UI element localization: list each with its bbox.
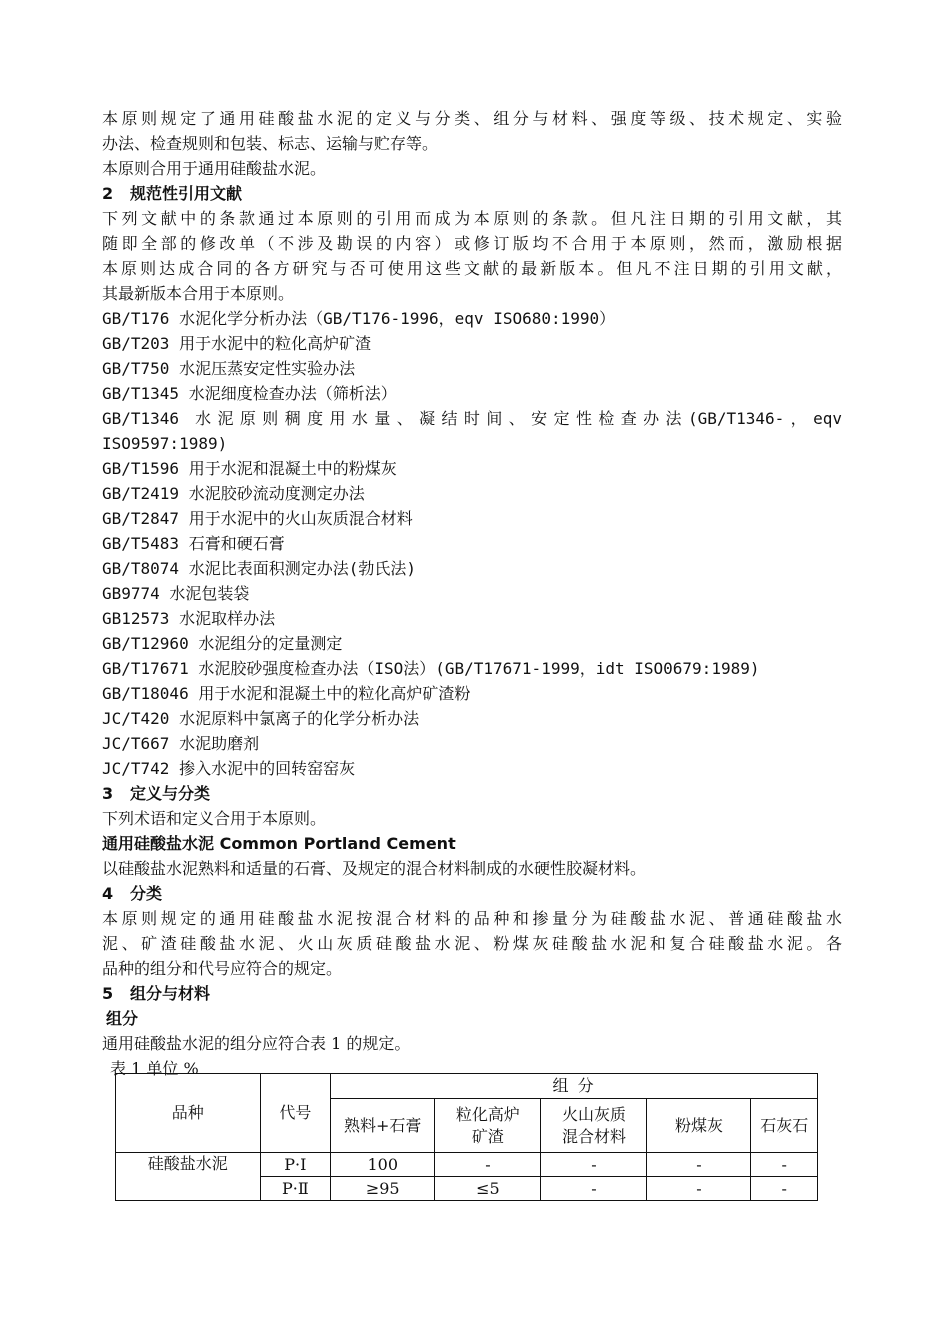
reference-item: GB/T12960 水泥组分的定量测定 [102,634,343,653]
table-cell: ≤5 [435,1177,541,1201]
table-cell: - [751,1177,818,1201]
reference-item: GB/T2419 水泥胶砂流动度测定办法 [102,484,365,503]
reference-item: GB/T2847 用于水泥中的火山灰质混合材料 [102,509,413,528]
header-limestone: 石灰石 [751,1099,818,1153]
paragraph-line: 下列术语和定义合用于本原则。 [102,809,327,828]
section-heading-3: 3 定义与分类 [102,784,211,803]
reference-item: GB/T1596 用于水泥和混凝土中的粉煤灰 [102,459,397,478]
intro-line: 本原则规定了通用硅酸盐水泥的定义与分类、组分与材料、强度等级、技术规定、实验 [102,109,842,128]
paragraph-line: 品种的组分和代号应符合的规定。 [102,959,343,978]
row-code: P·Ⅰ [260,1153,331,1177]
definition-line: 以硅酸盐水泥熟料和适量的石膏、及规定的混合材料制成的水硬性胶凝材料。 [102,859,647,878]
document-page [102,106,842,1081]
paragraph-line: 本原则达成合同的各方研究与否可使用这些文献的最新版本。但凡不注日期的引用文献， [102,259,842,278]
paragraph-line: 泥、矿渣硅酸盐水泥、火山灰质硅酸盐水泥、粉煤灰硅酸盐水泥和复合硅酸盐水泥。各 [102,934,842,953]
term-heading: 通用硅酸盐水泥 Common Portland Cement [102,834,456,853]
paragraph-line: 其最新版本合用于本原则。 [102,284,295,303]
header-code: 代号 [260,1074,331,1153]
table-cell: - [751,1153,818,1177]
section-heading-5: 5 组分与材料 [102,984,211,1003]
paragraph-line: 随即全部的修改单（不涉及勘误的内容）或修订版均不合用于本原则，然而，激励根据 [102,234,842,253]
composition-table [115,1073,818,1201]
table-cell: 100 [331,1153,435,1177]
reference-item: GB12573 水泥取样办法 [102,609,276,628]
table-caption: 表 1 单位 % [110,1059,199,1078]
reference-item: GB/T176 水泥化学分析办法（GB/T176-1996，eqv ISO680:1990） [102,309,616,328]
reference-item: GB/T8074 水泥比表面积测定办法(勃氏法) [102,559,416,578]
reference-item: JC/T420 水泥原料中氯离子的化学分析办法 [102,709,420,728]
reference-item: JC/T742 掺入水泥中的回转窑窑灰 [102,759,356,778]
header-fly-ash: 粉煤灰 [647,1099,751,1153]
reference-item: GB/T18046 用于水泥和混凝土中的粒化高炉矿渣粉 [102,684,471,703]
header-clinker-gypsum: 熟料+石膏 [331,1099,435,1153]
table-cell: - [647,1177,751,1201]
paragraph-line: 下列文献中的条款通过本原则的引用而成为本原则的条款。但凡注日期的引用文献，其 [102,209,842,228]
paragraph-line: 本原则规定的通用硅酸盐水泥按混合材料的品种和掺量分为硅酸盐水泥、普通硅酸盐水 [102,909,842,928]
header-pozzolan: 火山灰质 混合材料 [541,1099,647,1153]
row-code: P·Ⅱ [260,1177,331,1201]
reference-item: GB/T17671 水泥胶砂强度检查办法（ISO法）(GB/T17671-1999，idt ISO0679:1989) [102,659,760,678]
table-cell: - [541,1177,647,1201]
reference-item: GB/T5483 石膏和硬石膏 [102,534,285,553]
header-slag: 粒化高炉 矿渣 [435,1099,541,1153]
reference-item: GB9774 水泥包装袋 [102,584,250,603]
paragraph-line: 通用硅酸盐水泥的组分应符合表 1 的规定。 [102,1034,411,1053]
section-heading-4: 4 分类 [102,884,163,903]
header-components: 组 分 [331,1074,818,1099]
intro-line: 办法、检查规则和包装、标志、运输与贮存等。 [102,134,439,153]
row-variety: 硅酸盐水泥 [116,1153,261,1201]
reference-item: GB/T1346 水泥原则稠度用水量、凝结时间、安定性检查办法(GB/T1346-，eqv [102,409,842,428]
reference-item: JC/T667 水泥助磨剂 [102,734,260,753]
table-cell: - [435,1153,541,1177]
reference-item: GB/T203 用于水泥中的粒化高炉矿渣 [102,334,372,353]
section-heading-2: 2 规范性引用文献 [102,184,243,203]
table-cell: - [647,1153,751,1177]
reference-item: GB/T750 水泥压蒸安定性实验办法 [102,359,356,378]
subsection-heading: 组分 [106,1009,139,1028]
reference-item: GB/T1345 水泥细度检查办法（筛析法） [102,384,397,403]
header-variety: 品种 [116,1074,261,1153]
reference-item: ISO9597:1989) [102,434,228,453]
table-cell: ≥95 [331,1177,435,1201]
intro-line: 本原则合用于通用硅酸盐水泥。 [102,159,327,178]
table-cell: - [541,1153,647,1177]
